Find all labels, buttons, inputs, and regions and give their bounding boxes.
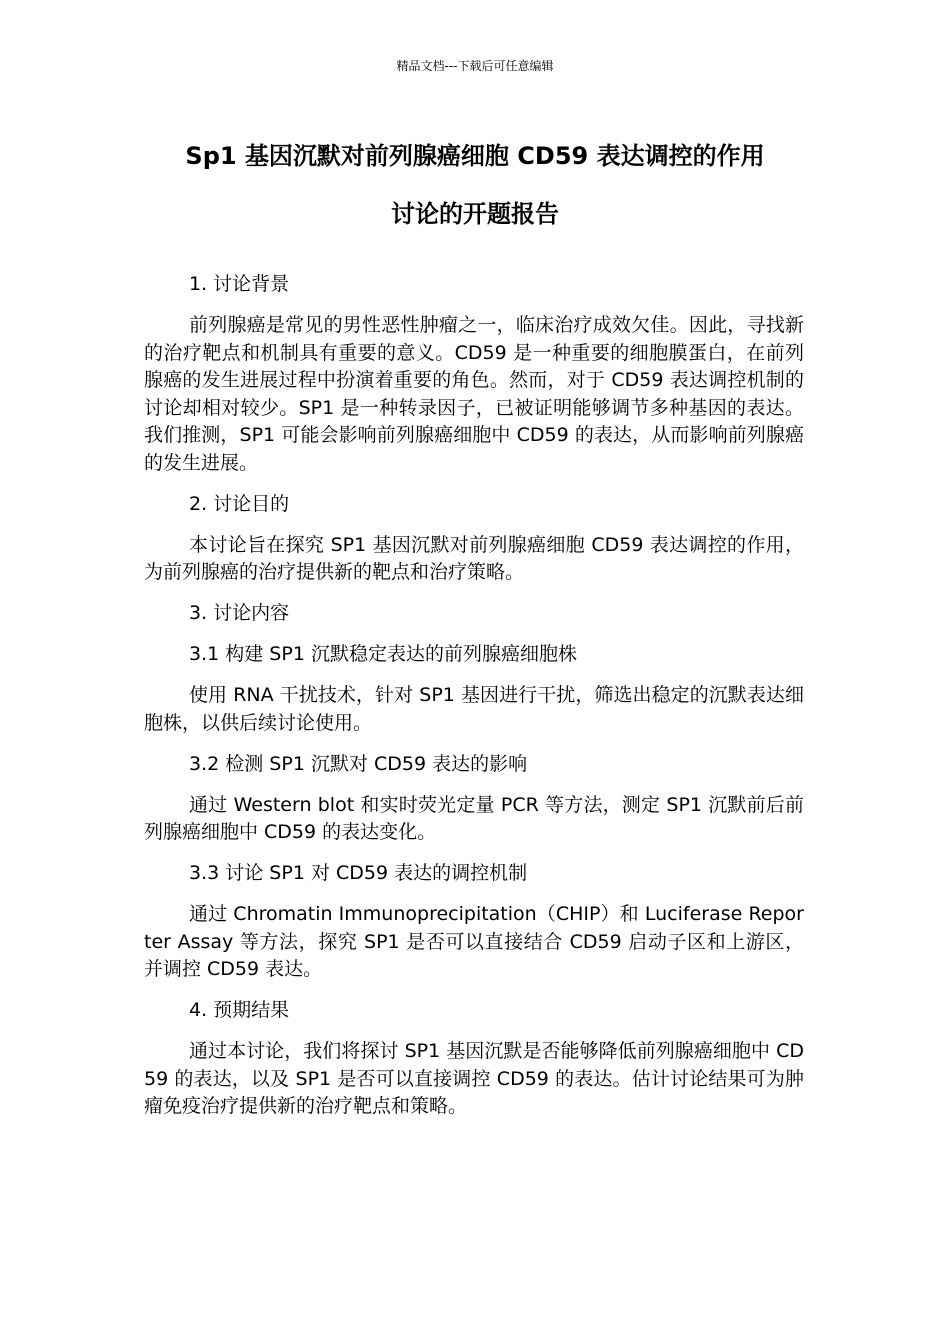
paragraph-background: 前列腺癌是常见的男性恶性肿瘤之一，临床治疗成效欠佳。因此，寻找新的治疗靶点和机制具有重要的意义。CD59 是一种重要的细胞膜蛋白，在前列腺癌的发生进展过程中扮演着重要的角色。然而，对于 CD59 表达调控机制的讨论却相对较少。SP1 是一种转录因子，已被证明能够调节多种基因的表达。我们推测，SP1 可能会影响前列腺癌细胞中 CD59 的表达，从而影响前列腺癌的发生进展。	[144, 314, 804, 474]
paragraph-3-3: 通过 Chromatin Immunoprecipitation（CHIP）和 Luciferase Reporter Assay 等方法，探究 SP1 是否可以直接结合 CD59 启动子区和上游区，并调控 CD59 表达。	[144, 903, 804, 980]
subsection-heading-3-2: 3.2 检测 SP1 沉默对 CD59 表达的影响	[189, 752, 528, 775]
header-note: 精品文档---下载后可任意编辑	[396, 59, 554, 73]
document-body	[144, 271, 804, 1134]
paragraph-3-1: 使用 RNA 干扰技术，针对 SP1 基因进行干扰，筛选出稳定的沉默表达细胞株，以供后续讨论使用。	[144, 684, 804, 734]
section-heading-results: 4. 预期结果	[189, 999, 290, 1021]
document-title-line-2: 讨论的开题报告	[391, 200, 559, 228]
paragraph-purpose: 本讨论旨在探究 SP1 基因沉默对前列腺癌细胞 CD59 表达调控的作用，为前列腺癌的治疗提供新的靶点和治疗策略。	[144, 533, 804, 583]
section-heading-purpose: 2. 讨论目的	[189, 492, 290, 515]
paragraph-results: 通过本讨论，我们将探讨 SP1 基因沉默是否能够降低前列腺癌细胞中 CD59 的表达，以及 SP1 是否可以直接调控 CD59 的表达。估计讨论结果可为肿瘤免疫治疗提供新的治疗靶点和策略。	[144, 1040, 804, 1117]
document-title-line-1: Sp1 基因沉默对前列腺癌细胞 CD59 表达调控的作用	[185, 142, 765, 170]
paragraph-3-2: 通过 Western blot 和实时荧光定量 PCR 等方法，测定 SP1 沉默前后前列腺癌细胞中 CD59 的表达变化。	[144, 793, 804, 843]
subsection-heading-3-1: 3.1 构建 SP1 沉默稳定表达的前列腺癌细胞株	[189, 643, 577, 665]
subsection-heading-3-3: 3.3 讨论 SP1 对 CD59 表达的调控机制	[189, 862, 528, 884]
section-heading-content: 3. 讨论内容	[189, 602, 290, 624]
section-heading-background: 1. 讨论背景	[189, 273, 290, 295]
